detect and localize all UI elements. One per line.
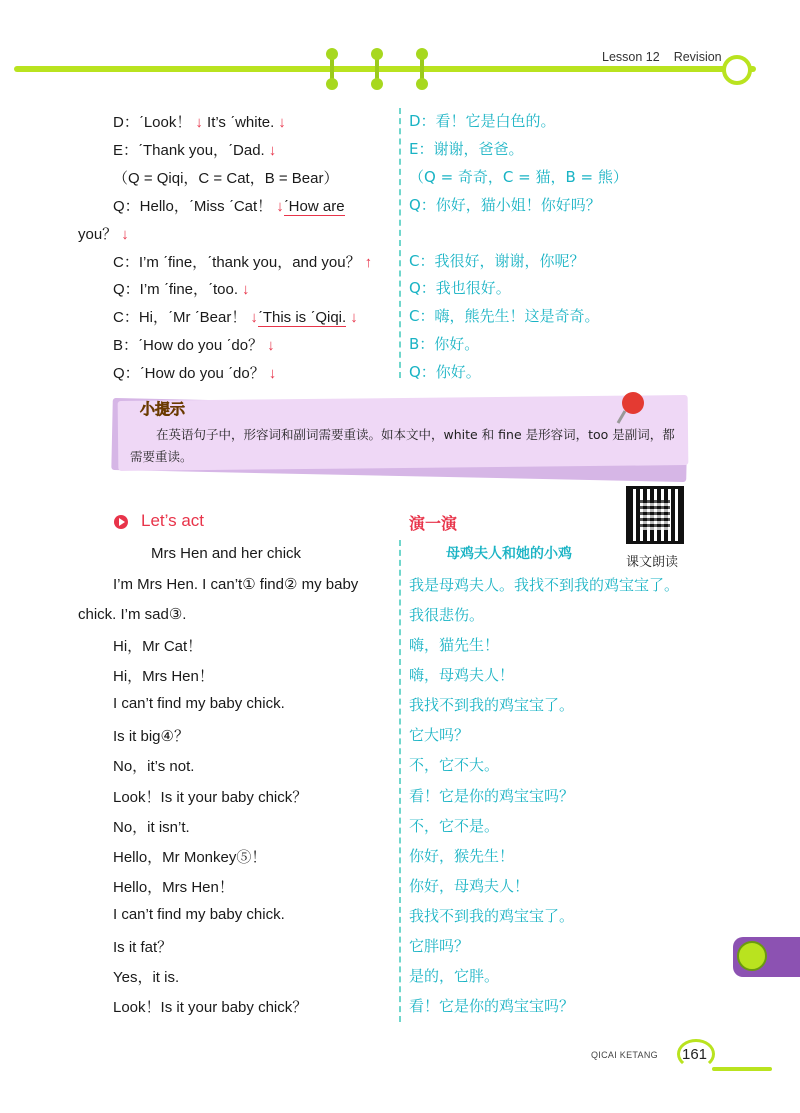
qr-label: 课文朗读: [626, 555, 679, 570]
section-title-en: Let’s act: [141, 511, 205, 530]
story-line-cn: 看！它是你的鸡宝宝吗？: [409, 997, 575, 1015]
binder-pin-3: [420, 52, 424, 86]
falling-tone-icon: ↓: [268, 142, 277, 159]
rising-tone-icon: ↑: [364, 254, 373, 271]
story-subtitle-cn: 母鸡夫人和她的小鸡: [446, 546, 572, 562]
dialogue-line-en: Q：ˊHow do you ˊdo？ ↓: [113, 365, 277, 382]
column-divider: [399, 108, 401, 378]
column-divider: [399, 540, 401, 1022]
qr-code-pattern: [640, 500, 670, 530]
dialogue-line-en: B：ˊHow do you ˊdo？ ↓: [113, 337, 275, 354]
story-line-cn: 你好，猴先生！: [409, 847, 515, 865]
dialogue-line-cn: B：你好。: [409, 335, 480, 353]
story-line-cn: 你好，母鸡夫人！: [409, 877, 530, 895]
dialogue-line-en: C：Hi，ˊMr ˊBear！ ↓ˊThis is ˊQiqi. ↓: [113, 309, 358, 326]
story-line-cn: 嗨，猫先生！: [409, 636, 500, 654]
dialogue-line-cn: Q：我也很好。: [409, 279, 511, 297]
story-line-cn: 它大吗？: [409, 726, 470, 744]
footer-brand: QICAI KETANG: [591, 1050, 658, 1060]
frog-mascot-icon: [737, 941, 767, 971]
story-line-en: Is it fat？: [113, 939, 173, 956]
story-line-cn: 是的，它胖。: [409, 967, 500, 985]
header-title: [602, 50, 736, 64]
dialogue-line-en: Q：Hello，ˊMiss ˊCat！ ↓ˊHow are: [113, 198, 345, 215]
dialogue-line-en: （Q = Qiqi，C = Cat，B = Bear）: [113, 170, 339, 187]
story-line-en: No，it’s not.: [113, 758, 195, 775]
story-line-en: Yes，it is.: [113, 969, 180, 986]
story-line-en: I can’t find my baby chick.: [113, 906, 285, 923]
story-line-en: I can’t find my baby chick.: [113, 695, 285, 712]
story-line-en: Hi，Mrs Hen！: [113, 668, 214, 685]
dialogue-line-en: you？ ↓: [78, 226, 129, 243]
story-line-cn: 我很悲伤。: [409, 606, 485, 624]
story-line-en: Hello，Mrs Hen！: [113, 879, 234, 896]
binder-pin-2: [375, 52, 379, 86]
falling-tone-icon: ↓: [350, 309, 358, 326]
story-line-en: Is it big④？: [113, 728, 189, 745]
story-line-cn: 我找不到我的鸡宝宝了。: [409, 907, 575, 925]
story-line-cn: 我找不到我的鸡宝宝了。: [409, 696, 575, 714]
falling-tone-icon: ↓: [278, 114, 286, 131]
story-line-en: Look！Is it your baby chick？: [113, 999, 308, 1016]
revision-label: Revision: [673, 50, 722, 64]
dialogue-line-en: Q：I’m ˊfine，ˊtoo. ↓: [113, 281, 250, 298]
pushpin-icon: [622, 392, 644, 414]
story-line-en: No，it isn’t.: [113, 819, 190, 836]
story-line-cn: 不，它不大。: [409, 756, 500, 774]
dialogue-line-cn: （Q = 奇奇，C = 猫，B = 熊）: [409, 168, 628, 186]
falling-tone-icon: ↓: [121, 226, 129, 243]
story-line-cn: 我是母鸡夫人。我找不到我的鸡宝宝了。: [409, 576, 680, 594]
dialogue-line-cn: C：我很好，谢谢，你呢？: [409, 252, 585, 270]
header-bar: [14, 66, 756, 72]
dialogue-line-cn: Q：你好。: [409, 363, 481, 381]
story-line-cn: 看！它是你的鸡宝宝吗？: [409, 787, 575, 805]
dialogue-line-en: D：ˊLook！ ↓ It’s ˊwhite. ↓: [113, 114, 286, 131]
story-line-en: Hello，Mr Monkey⑤！: [113, 849, 267, 866]
dialogue-line-en: C：I’m ˊfine，ˊthank you，and you？ ↑: [113, 254, 373, 271]
falling-tone-icon: ↓: [268, 365, 277, 382]
falling-tone-icon: ↓: [276, 198, 284, 215]
falling-tone-icon: ↓: [250, 309, 258, 326]
tip-text: 在英语句子中，形容词和副词需要重读。如本文中，white 和 fine 是形容词，too 是副词，都需要重读。: [130, 427, 675, 464]
lesson-label: Lesson 12: [602, 50, 660, 64]
dialogue-line-cn: E：谢谢，爸爸。: [409, 140, 524, 158]
story-line-cn: 它胖吗？: [409, 937, 470, 955]
section-title-cn: 演一演: [409, 514, 458, 533]
dialogue-line-en: E：ˊThank you，ˊDad. ↓: [113, 142, 277, 159]
footer-line: [712, 1067, 772, 1071]
falling-tone-icon: ↓: [242, 281, 250, 298]
page-number: 161: [682, 1046, 708, 1063]
dialogue-line-cn: D：看！它是白色的。: [409, 112, 556, 130]
tip-title: 小提示: [140, 400, 186, 418]
story-subtitle-en: Mrs Hen and her chick: [151, 545, 302, 562]
frog-logo-icon: [722, 55, 752, 85]
story-line-en: Look！Is it your baby chick？: [113, 789, 308, 806]
dialogue-line-cn: C：嗨，熊先生！这是奇奇。: [409, 307, 600, 325]
story-line-cn: 嗨，母鸡夫人！: [409, 666, 515, 684]
story-line-en: chick. I’m sad③.: [78, 606, 187, 623]
story-line-en: Hi，Mr Cat！: [113, 638, 203, 655]
falling-tone-icon: ↓: [195, 114, 203, 131]
falling-tone-icon: ↓: [267, 337, 275, 354]
story-line-en: I’m Mrs Hen. I can’t① find② my baby: [113, 576, 359, 593]
binder-pin-1: [330, 52, 334, 86]
play-bullet-icon: [114, 515, 128, 529]
dialogue-line-cn: Q：你好，猫小姐！你好吗？: [409, 196, 601, 214]
story-line-cn: 不，它不是。: [409, 817, 500, 835]
